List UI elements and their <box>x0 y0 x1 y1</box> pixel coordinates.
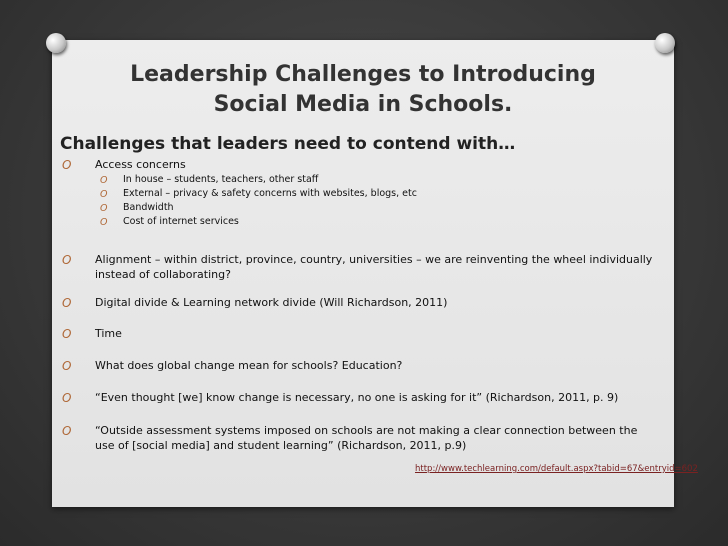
list-item: Time <box>95 327 122 340</box>
slide-title <box>52 60 674 120</box>
bullet-icon: O <box>62 327 72 341</box>
list-item: Digital divide & Learning network divide (Will Richardson, 2011) <box>95 296 448 309</box>
sub-list-item: In house – students, teachers, other staff <box>123 174 319 185</box>
bullet-icon: O <box>62 359 72 373</box>
section-heading: Challenges that leaders need to contend with… <box>60 134 516 154</box>
title-line-2: Social Media in Schools. <box>213 92 513 117</box>
list-item: Alignment – within district, province, country, universities – we are reinventing the wheel individually instead of collaborating? <box>95 253 653 281</box>
list-item: “Even thought [we] know change is necessary, no one is asking for it” (Richardson, 2011, p. 9) <box>95 391 619 404</box>
source-link[interactable]: http://www.techlearning.com/default.aspx?tabid=67&entryid=602 <box>415 464 698 474</box>
sub-list-item: External – privacy & safety concerns with websites, blogs, etc <box>123 188 417 199</box>
bullet-icon: O <box>62 296 72 310</box>
title-line-1: Leadership Challenges to Introducing <box>130 62 596 87</box>
bullet-icon: O <box>100 217 108 228</box>
bullet-icon: O <box>62 158 72 172</box>
bullet-icon: O <box>62 424 72 438</box>
list-item: “Outside assessment systems imposed on schools are not making a clear connection between the use of [social media] and student learning” (Richardson, 2011, p.9) <box>95 424 638 452</box>
bullet-icon: O <box>62 253 72 267</box>
bullet-icon: O <box>100 203 108 214</box>
bullet-icon: O <box>100 189 108 200</box>
list-item: What does global change mean for schools? Education? <box>95 359 403 372</box>
pushpin-icon <box>655 33 675 53</box>
sub-list-item: Bandwidth <box>123 202 174 213</box>
list-item: Access concerns <box>95 158 186 171</box>
pushpin-icon <box>46 33 66 53</box>
sub-list-item: Cost of internet services <box>123 216 239 227</box>
bullet-icon: O <box>100 175 108 186</box>
bullet-icon: O <box>62 391 72 405</box>
